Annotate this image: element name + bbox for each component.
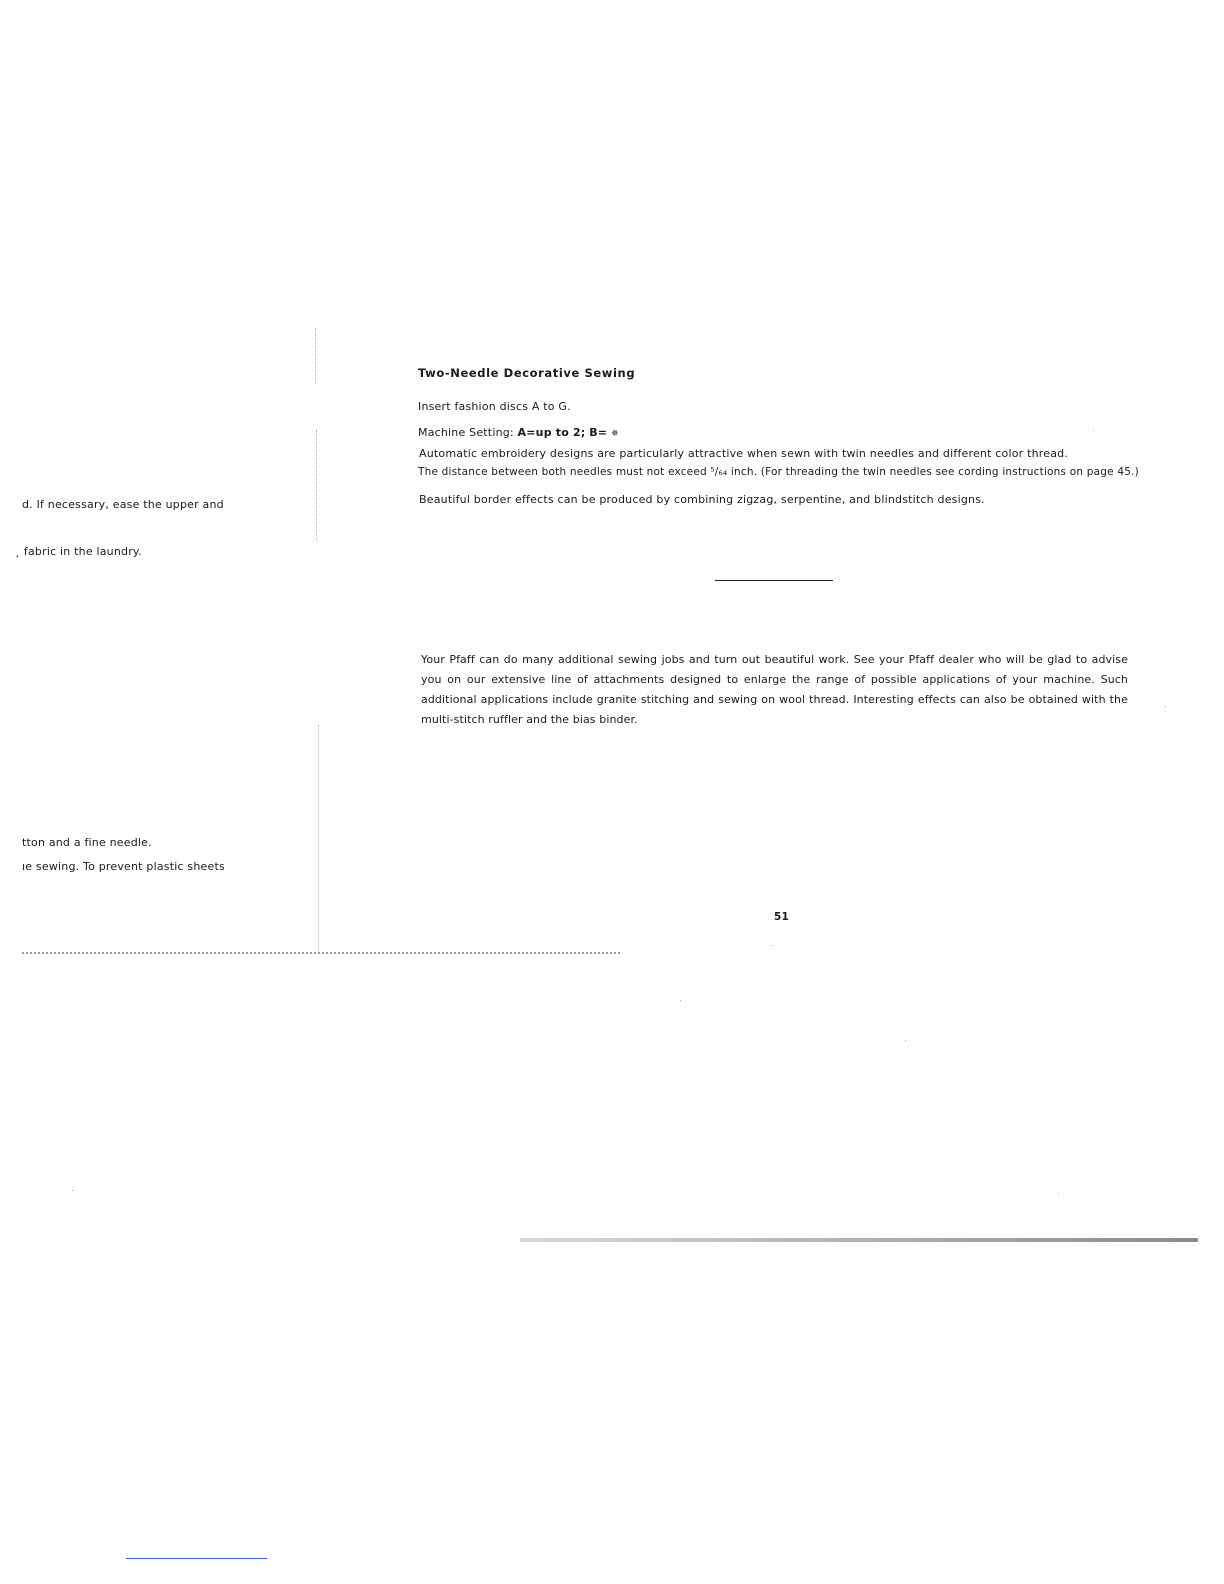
border-effects-text: Beautiful border effects can be produced by combining zigzag, serpentine, and blindstitch designs. [419,493,985,506]
scan-speck [771,945,772,946]
bottom-link-underline [126,1558,267,1559]
setting-b: B= [589,426,608,439]
binding-fold-line [316,430,317,540]
page-edge-line [22,952,620,954]
left-page-fragment: ̧ fabric in the laundry. [20,545,142,558]
left-page-fragment: d. If necessary, ease the upper and [22,498,224,511]
left-page-fragment: ıe sewing. To prevent plastic sheets [22,860,225,873]
left-page-fragment: tton and a fine needle. [22,836,152,849]
scan-speck [905,1040,906,1041]
machine-setting-line [418,426,619,439]
scan-speck [680,1000,681,1001]
binding-fold-line [315,328,316,384]
setting-a: A=up to 2; [517,426,586,439]
automatic-embroidery-text: Automatic embroidery designs are particularly attractive when sewn with twin needles and different color thread. [419,447,1069,460]
closing-paragraph: Your Pfaff can do many additional sewing jobs and turn out beautiful work. See your Pfaff dealer who will be glad to advise you on our extensive line of attachments designed to enlarge the range of possible applications of your machine. Such additional applications include granite stitching and sewing on wool thread. Interesting effects can also be obtained with the multi-stitch ruffler and the bias binder. [421,653,1128,726]
binding-fold-line [318,725,319,953]
needle-distance-text: The distance between both needles must not exceed ⁵/₆₄ inch. (For threading the twin needles see cording instructions on page 45.) [418,466,1139,478]
section-divider [715,580,833,581]
page-number: 51 [774,911,790,923]
machine-setting-label: Machine Setting: [418,426,514,439]
setting-b-symbol-icon: ✵ [610,429,619,439]
section-title: Two-Needle Decorative Sewing [418,366,636,380]
insert-discs-text: Insert fashion discs A to G. [418,400,571,413]
scan-speck [1165,706,1166,707]
scan-speck [1093,430,1094,431]
scan-edge-bar [520,1238,1198,1242]
scan-speck [1058,1193,1059,1194]
scan-speck [72,1190,73,1191]
